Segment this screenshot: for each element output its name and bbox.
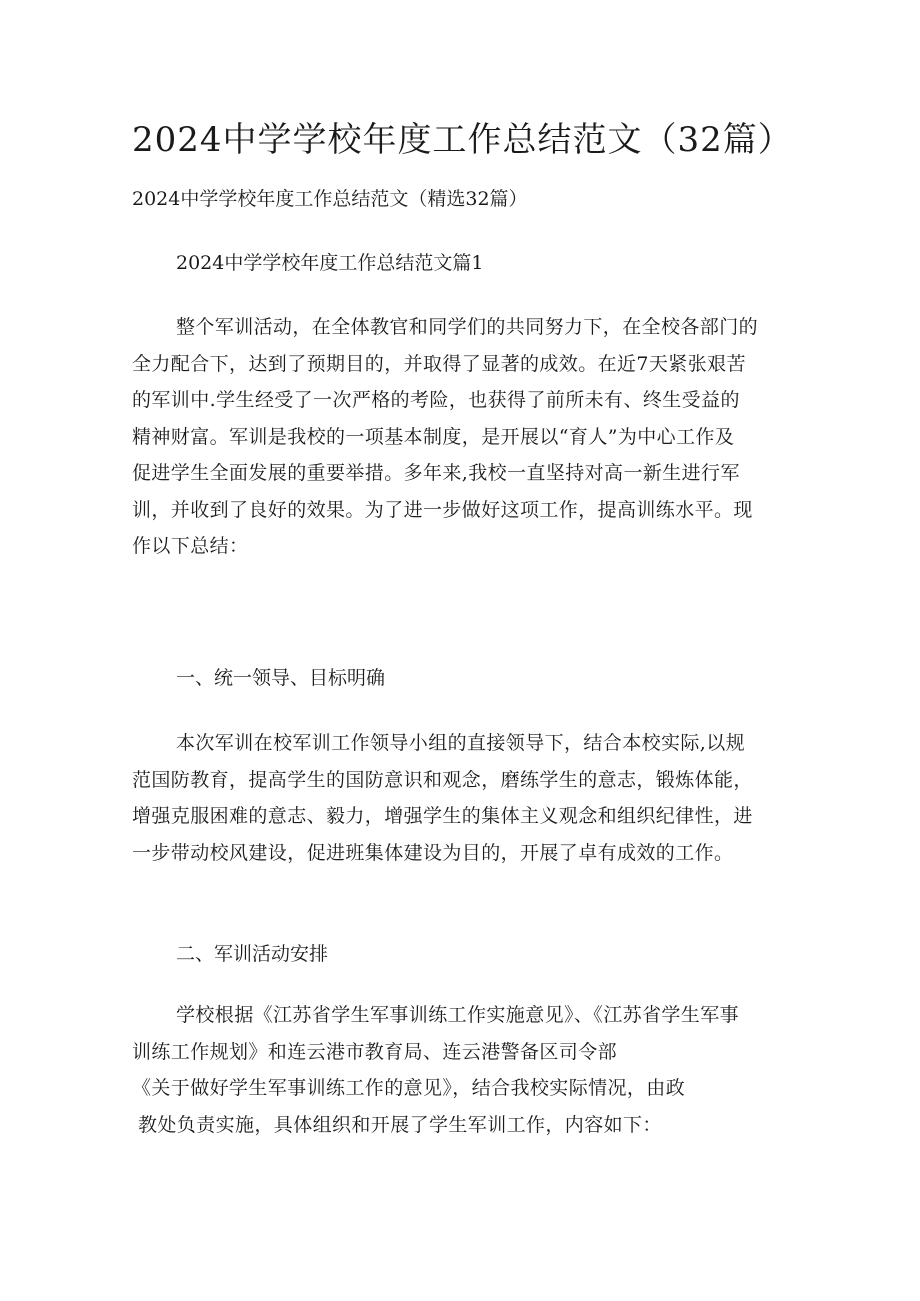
paragraph-line: 训，并收到了良好的效果。为了进一步做好这项工作，提高训练水平。现 — [132, 498, 753, 521]
section-title: 2024中学学校年度工作总结范文篇1 — [176, 252, 484, 274]
paragraph-1 — [132, 309, 782, 565]
paragraph-line: 增强克服困难的意志、毅力，增强学生的集体主义观念和组织纪律性，进 — [132, 805, 753, 827]
paragraph-2 — [132, 725, 782, 871]
paragraph-line: 整个军训活动，在全体教官和同学们的共同努力下，在全校各部门的 — [176, 316, 759, 338]
paragraph-line: 的军训中.学生经受了一次严格的考险，也获得了前所未有、终生受益的 — [132, 389, 740, 411]
paragraph-line: 作以下总结： — [132, 535, 249, 557]
paragraph-line: 教处负责实施，具体组织和开展了学生军训工作，内容如下： — [138, 1113, 662, 1136]
document-subtitle: 2024中学学校年度工作总结范文（精选32篇） — [132, 188, 528, 210]
paragraph-3 — [132, 997, 782, 1143]
heading-1: 一、统一领导、目标明确 — [176, 667, 386, 689]
paragraph-line: 训练工作规划》和连云港市教育局、连云港警备区司令部 — [132, 1040, 618, 1063]
paragraph-line: 促进学生全面发展的重要举措。多年来,我校一直坚持对高一新生进行军 — [132, 462, 740, 484]
paragraph-line: 学校根据《江苏省学生军事训练工作实施意见》、《江苏省学生军事 — [176, 1004, 740, 1026]
paragraph-line: 范国防教育，提高学生的国防意识和观念，磨练学生的意志，锻炼体能， — [132, 768, 753, 791]
paragraph-line: 精神财富。军训是我校的一项基本制度，是开展以“育人”为中心工作及 — [132, 425, 735, 448]
heading-2: 二、军训活动安排 — [176, 943, 329, 965]
document-title: 2024中学学校年度工作总结范文（32篇） — [132, 120, 793, 160]
paragraph-line: 本次军训在校军训工作领导小组的直接领导下，结合本校实际,以规 — [176, 732, 746, 754]
paragraph-line: 《关于做好学生军事训练工作的意见》，结合我校实际情况，由政 — [132, 1077, 686, 1099]
paragraph-line: 全力配合下，达到了预期目的，并取得了显著的成效。在近7天紧张艰苦 — [132, 352, 746, 375]
paragraph-line: 一步带动校风建设，促进班集体建设为目的，开展了卓有成效的工作。 — [132, 841, 734, 864]
